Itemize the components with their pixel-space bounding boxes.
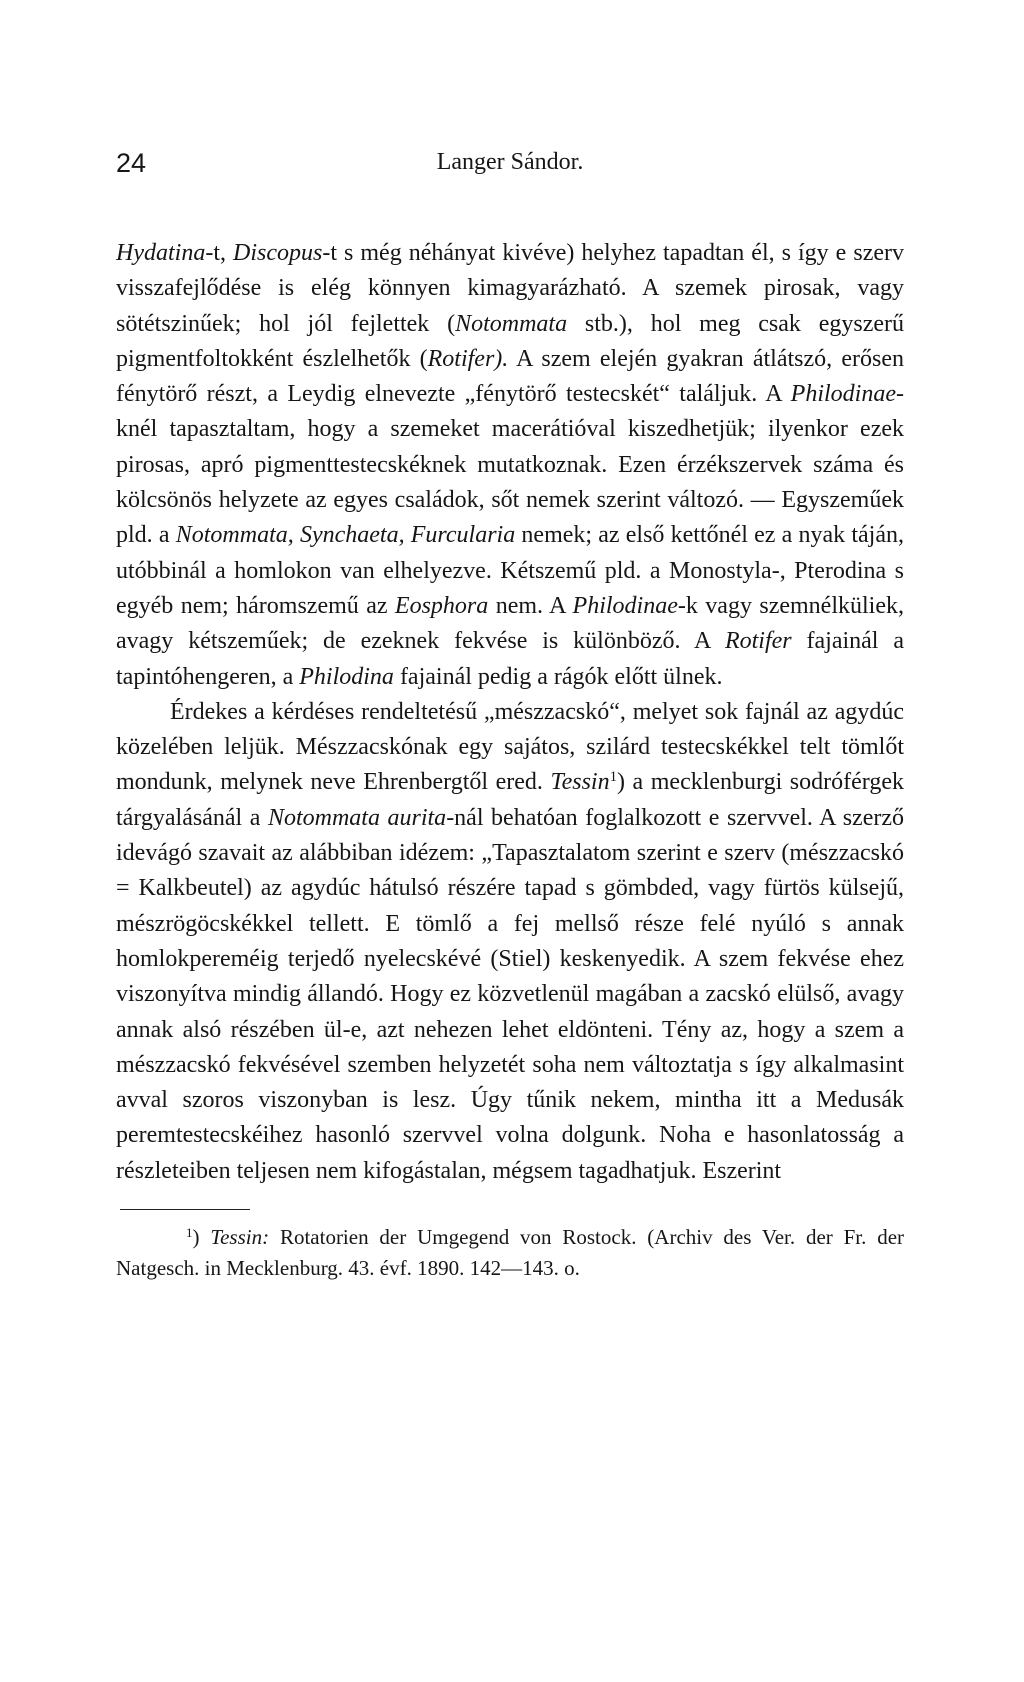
taxon-name: Rotifer).: [427, 345, 509, 372]
page-header: [116, 148, 904, 192]
paragraph-2: [116, 695, 904, 1189]
footnote: [116, 1222, 904, 1284]
running-head: Langer Sándor.: [436, 149, 584, 175]
text-run: -k vagy szemnélküliek, avagy kétszeműek; de ezeknek fekvése is különböző. A: [116, 592, 904, 655]
taxon-name: Notommata, Synchaeta, Furcularia: [175, 522, 516, 549]
taxon-name: Notommata aurita: [267, 804, 447, 831]
taxon-name: Discopus: [233, 240, 323, 266]
text-run: -knél tapasztaltam, hogy a szemeket macerátióval kiszedhetjük; ilyenkor ezek pirosas, apró pigmenttestecskéknek mutatkoznak. Ezen érzékszervek száma és kölcsönös helyzete az egyes családok, sőt nemek szerint változó. — Egyszeműek pld. a: [116, 381, 904, 549]
text-run: -nál behatóan foglalkozott e szervvel. A szerző idevágó szavait az alábbiban idézem: „Tapasztalatom szerint e szerv (mészzacskó = Kalkbeutel) az agydúc hátulsó részére tapad s gömbded, vagy fürtös külsejű, mészrögöcskékkel tellett. E tömlő a fej mellső része felé nyúló s annak homlokpereméig terjedő nyelecskévé (Stiel) keskenyedik. A szem fekvése ehez viszonyítva mindig állandó. Hogy ez közvetlenül magában a zacskó elülső, avagy annak alsó részében ül-e, azt nehezen lehet eldönteni. Tény az, hogy a szem a mészzacskó fekvésével szemben helyzetét soha nem változtatja s így alkalmasint avval szoros viszonyban is lesz. Úgy tűnik nekem, mintha itt a Medusák peremtestecskéihez hasonló szervvel volna dolgunk. Noha e hasonlatosság a részleteiben teljesen nem kifogástalan, mégsem tagadhatjuk. Eszerint: [116, 804, 904, 1184]
text-run: -t s még néhányat kivéve) helyhez tapadtan él, s így e szerv visszafejlődése is elég könnyen kimagyarázható. A szemek pirosak, vagy sötétszinűek; hol jól fejlettek (: [116, 240, 904, 337]
page-number: 24: [116, 148, 147, 178]
text-run: nemek; az első kettőnél ez a nyak táján, utóbbinál a homlokon van elhelyezve. Kétszemű pld. a Monostyla-, Pterodina s egyéb nem; háromszemű az: [116, 522, 904, 619]
footnote-author: Tessin:: [210, 1225, 270, 1250]
taxon-name: Notommata: [455, 310, 568, 337]
text-run: stb.), hol meg csak egyszerű pigmentfoltokként észlelhetők (: [116, 310, 904, 372]
text-run: A szem elején gyakran átlátszó, erősen fénytörő részt, a Leydig elnevezte „fénytörő testecskét“ találjuk. A: [116, 345, 904, 408]
footnote-text: Rotatorien der Umgegend von Rostock. (Archiv des Ver. der Fr. der Natgesch. in Mecklenburg. 43. évf. 1890. 142—143. o.: [116, 1225, 905, 1281]
text-run: ) a mecklenburgi sodróférgek tárgyalásánál a: [116, 769, 904, 831]
paragraph-1: [116, 236, 904, 695]
page: [116, 148, 904, 1284]
footnote-marker-close: ): [192, 1225, 200, 1250]
text-run: -t,: [205, 240, 234, 266]
footnote-divider: [120, 1209, 250, 1210]
text-run: Érdekes a kérdéses rendeltetésű „mészzacskó“, melyet sok fajnál az agydúc közelében leljük. Mészzacskónak egy sajátos, szilárd testecskékkel telt tömlőt mondunk, melynek neve Ehrenbergtől ered.: [116, 698, 904, 796]
text-run: nem. A: [488, 592, 573, 619]
taxon-name: Eosphora: [394, 592, 489, 619]
taxon-name: Rotifer: [724, 628, 792, 655]
text-run: fajainál pedig a rágók előtt ülnek.: [393, 663, 723, 690]
taxon-name: Philodinae: [572, 592, 678, 619]
taxon-name: Philodinae: [790, 381, 896, 408]
taxon-name: Hydatina: [116, 240, 206, 266]
body-text: [116, 236, 904, 1189]
footnote-marker: 1: [186, 1224, 193, 1240]
text-run: fajainál a tapintóhengeren, a: [116, 628, 904, 690]
taxon-name: Philodina: [299, 663, 394, 690]
footnote-reference[interactable]: 1: [609, 769, 618, 786]
author-name: Tessin: [550, 769, 610, 796]
